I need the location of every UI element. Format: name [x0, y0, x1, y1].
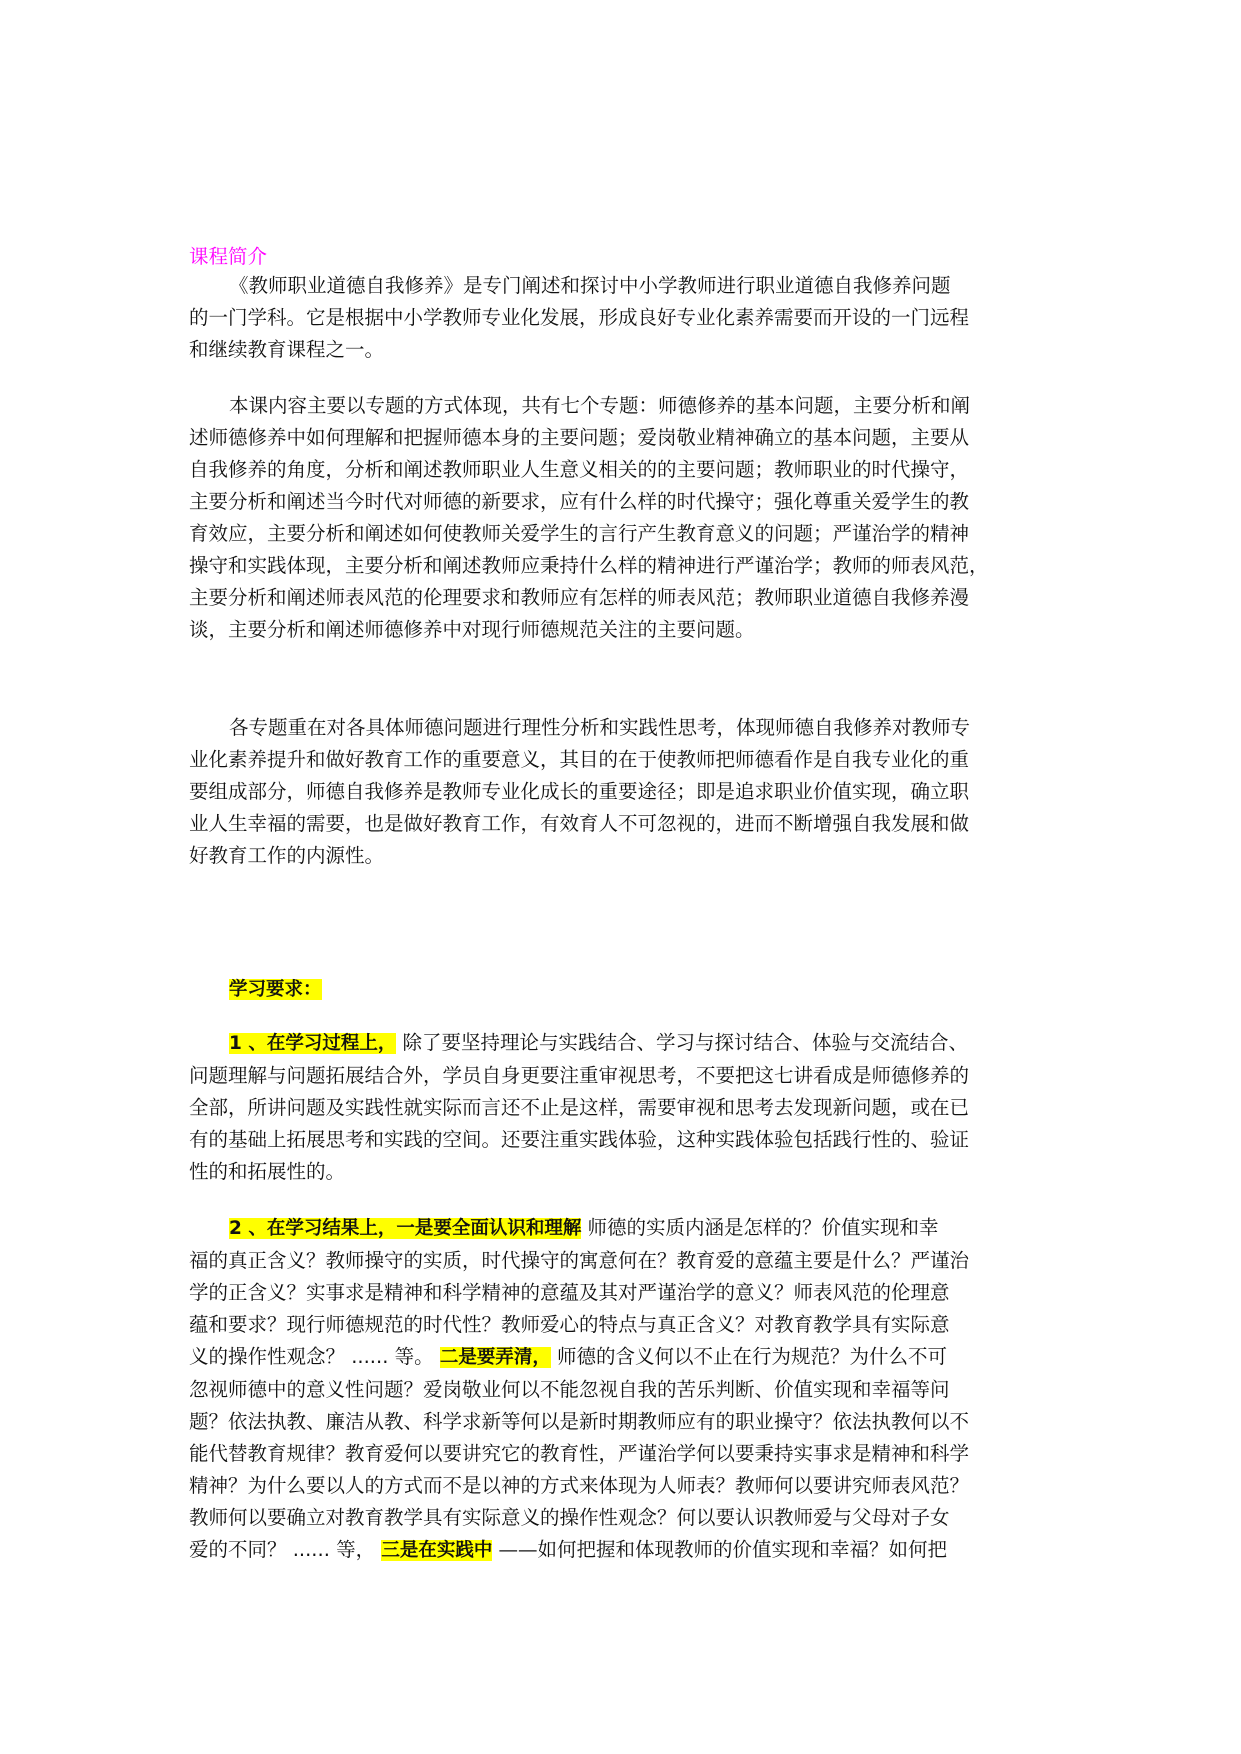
ellipsis: ...... [292, 1538, 330, 1561]
ellipsis: ...... [351, 1345, 389, 1368]
text-line: 业人生幸福的需要，也是做好教育工作，有效育人不可忽视的，进而不断增强自我发展和做 [189, 812, 970, 835]
text-segment: 等， [329, 1538, 382, 1561]
requirement-item-2 [189, 1212, 1069, 1567]
requirements-heading-text: 学习要求： [229, 979, 322, 1000]
text-line: 各专题重在对各具体师德问题进行理性分析和实践性思考，体现师德自我修养对教师专 [229, 716, 971, 739]
text-line: 主要分析和阐述师表风范的伦理要求和教师应有怎样的师表风范；教师职业道德自我修养漫 [189, 586, 970, 609]
text-segment: 等。 [388, 1345, 440, 1368]
text-line: 育效应，主要分析和阐述如何使教师关爱学生的言行产生教育意义的问题；严谨治学的精神 [189, 522, 970, 545]
text-line: 题？依法执教、廉洁从教、科学求新等何以是新时期教师应有的职业操守？依法执教何以不 [189, 1410, 970, 1433]
text-line: 操守和实践体现，主要分析和阐述教师应秉持什么样的精神进行严谨治学；教师的师表风范， [189, 554, 989, 577]
text-line: 和继续教育课程之一。 [189, 338, 385, 361]
text-line: 精神？为什么要以人的方式而不是以神的方式来体现为人师表？教师何以要讲究师表风范？ [189, 1474, 970, 1497]
text-line: 主要分析和阐述当今时代对师德的新要求，应有什么样的时代操守；强化尊重关爱学生的教 [189, 490, 970, 513]
text-line: 谈，主要分析和阐述师德修养中对现行师德规范关注的主要问题。 [189, 618, 755, 641]
text-line: 教师何以要确立对教育教学具有实际意义的操作性观念？何以要认识教师爱与父母对子女 [189, 1506, 950, 1529]
text-segment: 义的操作性观念？ [189, 1345, 352, 1368]
text-line: 《教师职业道德自我修养》是专门阐述和探讨中小学教师进行职业道德自我修养问题 [229, 274, 951, 297]
highlight-text: 2 、在学习结果上，一是要全面认识和理解 [229, 1218, 582, 1239]
text-line: 忽视师德中的意义性问题？爱岗敬业何以不能忽视自我的苦乐判断、价值实现和幸福等问 [189, 1378, 950, 1401]
text-segment: ——如何把握和体现教师的价值实现和幸福？如何把 [492, 1538, 948, 1561]
intro-paragraph-1 [189, 270, 1069, 366]
text-line: 自我修养的角度，分析和阐述教师职业人生意义相关的的主要问题；教师职业的时代操守， [189, 458, 970, 481]
text-line: 师德的实质内涵是怎样的？价值实现和幸 [581, 1216, 939, 1239]
section-title: 课程简介 [189, 245, 268, 268]
text-line: 有的基础上拓展思考和实践的空间。还要注重实践体验，这种实践体验包括践行性的、验证 [189, 1128, 970, 1151]
highlight-text: 二是要弄清， [439, 1347, 551, 1368]
text-line: 学的正含义？实事求是精神和科学精神的意蕴及其对严谨治学的意义？师表风范的伦理意 [189, 1281, 950, 1304]
text-line: 蕴和要求？现行师德规范的时代性？教师爱心的特点与真正含义？对教育教学具有实际意 [189, 1313, 950, 1336]
text-segment: 爱的不同？ [189, 1538, 293, 1561]
text-line: 能代替教育规律？教育爱何以要讲究它的教育性，严谨治学何以要秉持实事求是精神和科学 [189, 1442, 970, 1465]
text-line: 业化素养提升和做好教育工作的重要意义，其目的在于使教师把师德看作是自我专业化的重 [189, 748, 970, 771]
highlight-text: 三是在实践中 [381, 1540, 493, 1561]
text-segment: 师德的含义何以不止在行为规范？为什么不可 [550, 1345, 948, 1368]
text-line: 要组成部分，师德自我修养是教师专业化成长的重要途径；即是追求职业价值实现，确立职 [189, 780, 970, 803]
text-line: 述师德修养中如何理解和把握师德本身的主要问题；爱岗敬业精神确立的基本问题，主要从 [189, 426, 970, 449]
highlight-text: 1 、在学习过程上， [229, 1033, 397, 1054]
intro-paragraph-2 [189, 390, 1069, 646]
text-line: 本课内容主要以专题的方式体现，共有七个专题：师德修养的基本问题，主要分析和阐 [229, 394, 971, 417]
requirement-item-1 [189, 1027, 1069, 1188]
text-line: 的一门学科。它是根据中小学教师专业化发展，形成良好专业化素养需要而开设的一门远程 [189, 306, 970, 329]
requirements-heading [229, 973, 322, 1006]
intro-paragraph-3 [189, 712, 1069, 872]
text-line: 问题理解与问题拓展结合外，学员自身更要注重审视思考，不要把这七讲看成是师德修养的 [189, 1064, 970, 1087]
text-line: 性的和拓展性的。 [189, 1160, 346, 1183]
text-line: 好教育工作的内源性。 [189, 844, 385, 867]
text-line: 福的真正含义？教师操守的实质，时代操守的寓意何在？教育爱的意蕴主要是什么？严谨治 [189, 1249, 970, 1272]
text-line: 全部，所讲问题及实践性就实际而言还不止是这样，需要审视和思考去发现新问题，或在已 [189, 1096, 970, 1119]
text-line: 除了要坚持理论与实践结合、学习与探讨结合、体验与交流结合、 [396, 1031, 969, 1054]
